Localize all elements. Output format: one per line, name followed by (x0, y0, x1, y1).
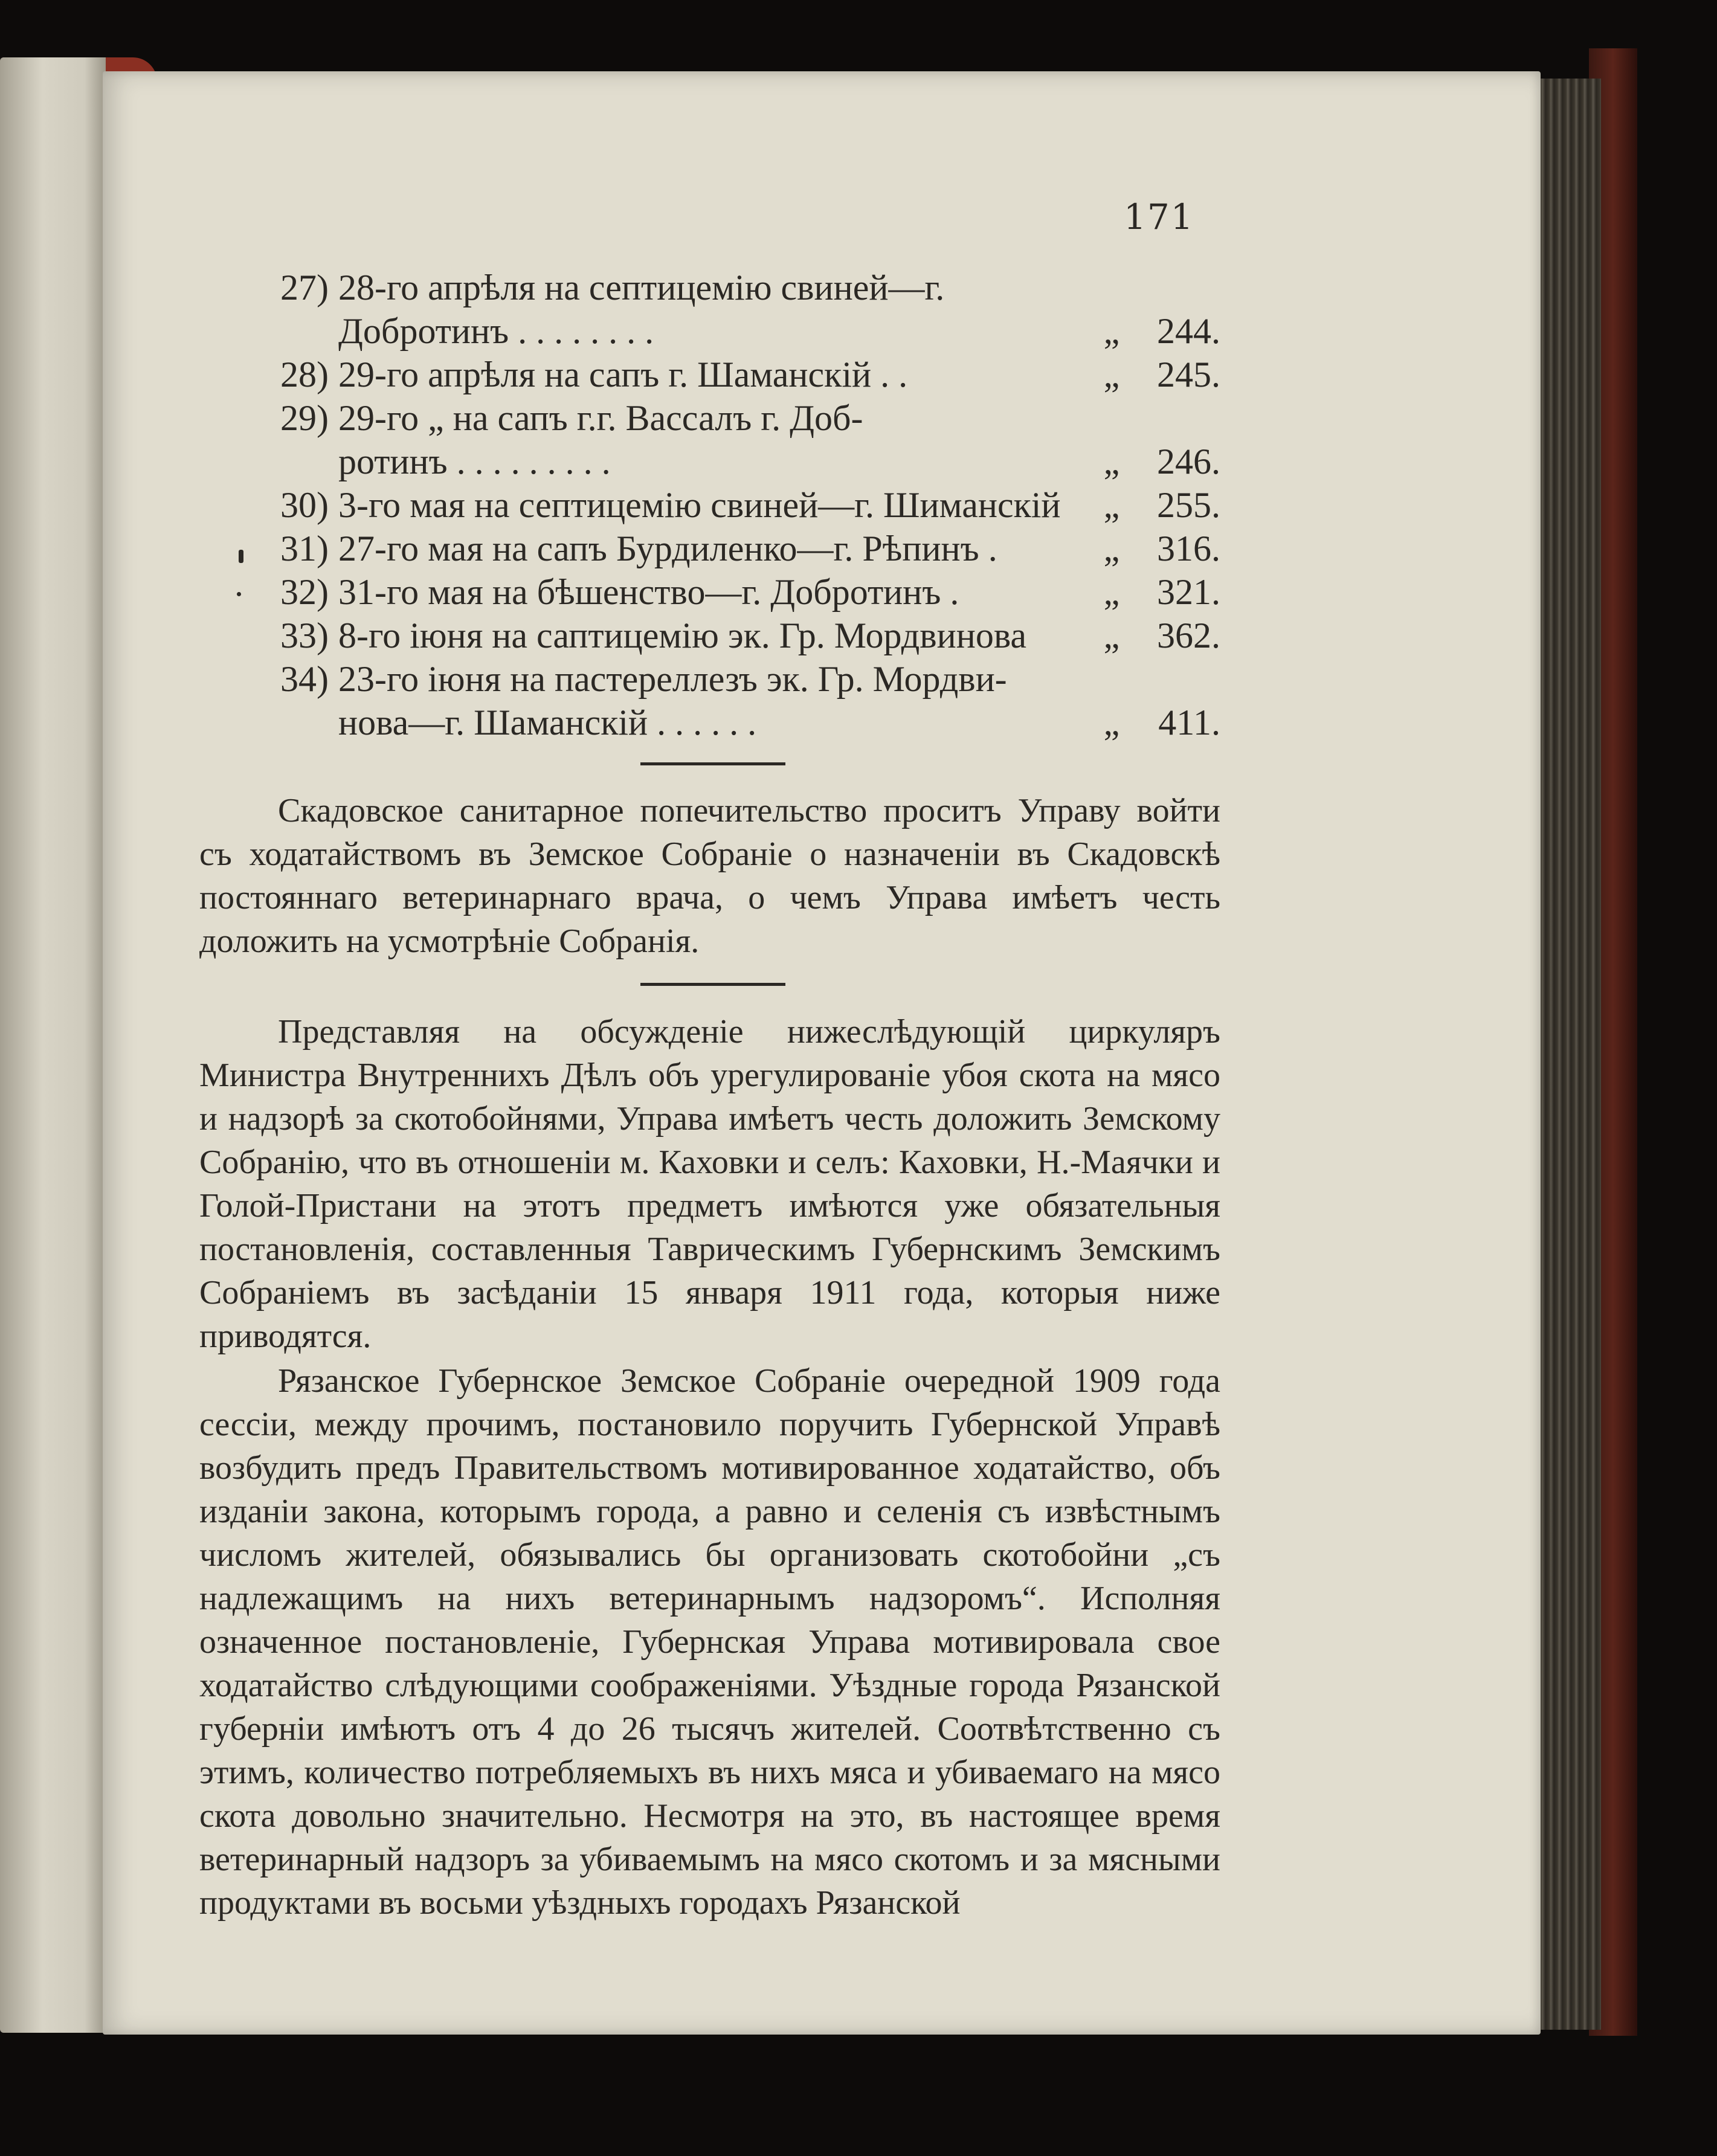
ditto-mark: „ (1103, 572, 1120, 612)
item-text (338, 570, 1094, 614)
item-number: 29) (280, 398, 329, 438)
item-line: Добротинъ . . . . . . . . (338, 311, 654, 351)
item-number: 34) (280, 659, 329, 699)
list-item (260, 396, 1220, 483)
item-line: ротинъ . . . . . . . . . (338, 442, 611, 481)
item-line: 23-го іюня на пастереллезъ эк. Гр. Мордви- (338, 659, 1007, 699)
list-item (260, 527, 1220, 570)
ditto-mark: „ (1103, 485, 1120, 525)
page-number: 171 (1124, 196, 1194, 237)
paragraph-text: Рязанское Губернское Земское Собраніе очередной 1909 года сессіи, между прочимъ, постановило поручить Губернской Управѣ возбудить предъ Правительствомъ мотивированное ходатайство, объ изданіи закона, которымъ города, а равно и селенія съ извѣстнымъ числомъ жителей, обязывались бы организовать скотобойни „съ надлежащимъ на нихъ ветеринарнымъ надзоромъ“. Исполняя означенное постановленіе, Губернская Управа мотивировала свое ходатайство слѣдующими соображеніями. Уѣздные города Рязанской губерніи имѣютъ отъ 4 до 26 тысячъ жителей. Соотвѣтственно съ этимъ, количество потребляемыхъ въ нихъ мяса и убиваемаго на мясо скота довольно значительно. Несмотря на это, въ настоящее время ветеринарный надзоръ за убиваемымъ на мясо скотомъ и за мясными продуктами въ восьми уѣздныхъ городахъ Рязанской (199, 1362, 1220, 1922)
item-number: 27) (280, 268, 329, 307)
margin-mark (237, 592, 241, 596)
margin-mark (239, 550, 243, 563)
item-line: нова—г. Шаманскій . . . . . . (338, 703, 757, 742)
item-page: 246. (1157, 442, 1220, 481)
paragraph-ryazan (199, 1359, 1220, 1925)
paragraph-text: Скадовское санитарное попечительство проситъ Управу войти съ ходатайствомъ въ Земское Собраніе о назначеніи въ Скадовскѣ постояннаго ветеринарнаго врача, о чемъ Управа имѣетъ честь доложить на усмотрѣніе Собранія. (199, 792, 1220, 960)
item-line: 29-го „ на сапъ г.г. Вассалъ г. Доб- (338, 398, 863, 438)
list-item (260, 614, 1220, 657)
item-number: 31) (280, 529, 329, 568)
item-number: 32) (280, 572, 329, 612)
paragraph-text: Представляя на обсужденіе нижеслѣдующій циркуляръ Министра Внутреннихъ Дѣлъ объ урегулированіе убоя скота на мясо и надзорѣ за скотобойнями, Управа имѣетъ честь доложить Земскому Собранію, что въ отношеніи м. Каховки и селъ: Каховки, Н.-Маячки и Голой-Пристани на этотъ предметъ имѣются уже обязательныя постановленія, составленныя Таврическимъ Губернскимъ Земскимъ Собраніемъ въ засѣданіи 15 января 1911 года, которыя ниже приводятся. (199, 1013, 1220, 1355)
ditto-mark: „ (1103, 311, 1120, 351)
ditto-mark: „ (1103, 355, 1120, 394)
item-number: 30) (280, 485, 329, 525)
list-item (260, 570, 1220, 614)
item-page: 316. (1157, 529, 1220, 568)
item-page: 244. (1157, 311, 1220, 351)
item-line: 3-го мая на септицемію свиней—г. Шиманскій (338, 485, 1061, 525)
section-divider (640, 762, 785, 765)
ditto-mark: „ (1103, 529, 1120, 568)
paragraph-circular (199, 1010, 1220, 1358)
paragraph-sanitary (199, 789, 1220, 963)
ditto-mark: „ (1103, 442, 1120, 481)
item-text (338, 266, 1094, 353)
left-page-edge (0, 57, 106, 2033)
item-text (338, 527, 1094, 570)
ditto-mark: „ (1103, 703, 1120, 742)
item-line: 27-го мая на сапъ Бурдиленко—г. Рѣпинъ . (338, 529, 997, 568)
item-line: 8-го іюня на саптицемію эк. Гр. Мордвинова (338, 616, 1027, 655)
item-text (338, 614, 1094, 657)
list-item (260, 483, 1220, 527)
item-page: 245. (1157, 355, 1220, 394)
list-item (260, 266, 1220, 353)
item-page: 362. (1157, 616, 1220, 655)
report-list (260, 266, 1220, 744)
item-text (338, 483, 1094, 527)
list-item (260, 353, 1220, 396)
list-item (260, 657, 1220, 744)
item-line: 28-го апрѣля на септицемію свиней—г. (338, 268, 945, 307)
item-text (338, 657, 1094, 744)
item-text (338, 353, 1094, 396)
item-text (338, 396, 1094, 483)
item-number: 28) (280, 355, 329, 394)
ditto-mark: „ (1103, 616, 1120, 655)
item-page: 255. (1157, 485, 1220, 525)
item-line: 31-го мая на бѣшенство—г. Добротинъ . (338, 572, 959, 612)
item-line: 29-го апрѣля на сапъ г. Шаманскій . . (338, 355, 908, 394)
item-page: 321. (1157, 572, 1220, 612)
item-page: 411. (1158, 703, 1220, 742)
item-number: 33) (280, 616, 329, 655)
section-divider (640, 983, 785, 986)
